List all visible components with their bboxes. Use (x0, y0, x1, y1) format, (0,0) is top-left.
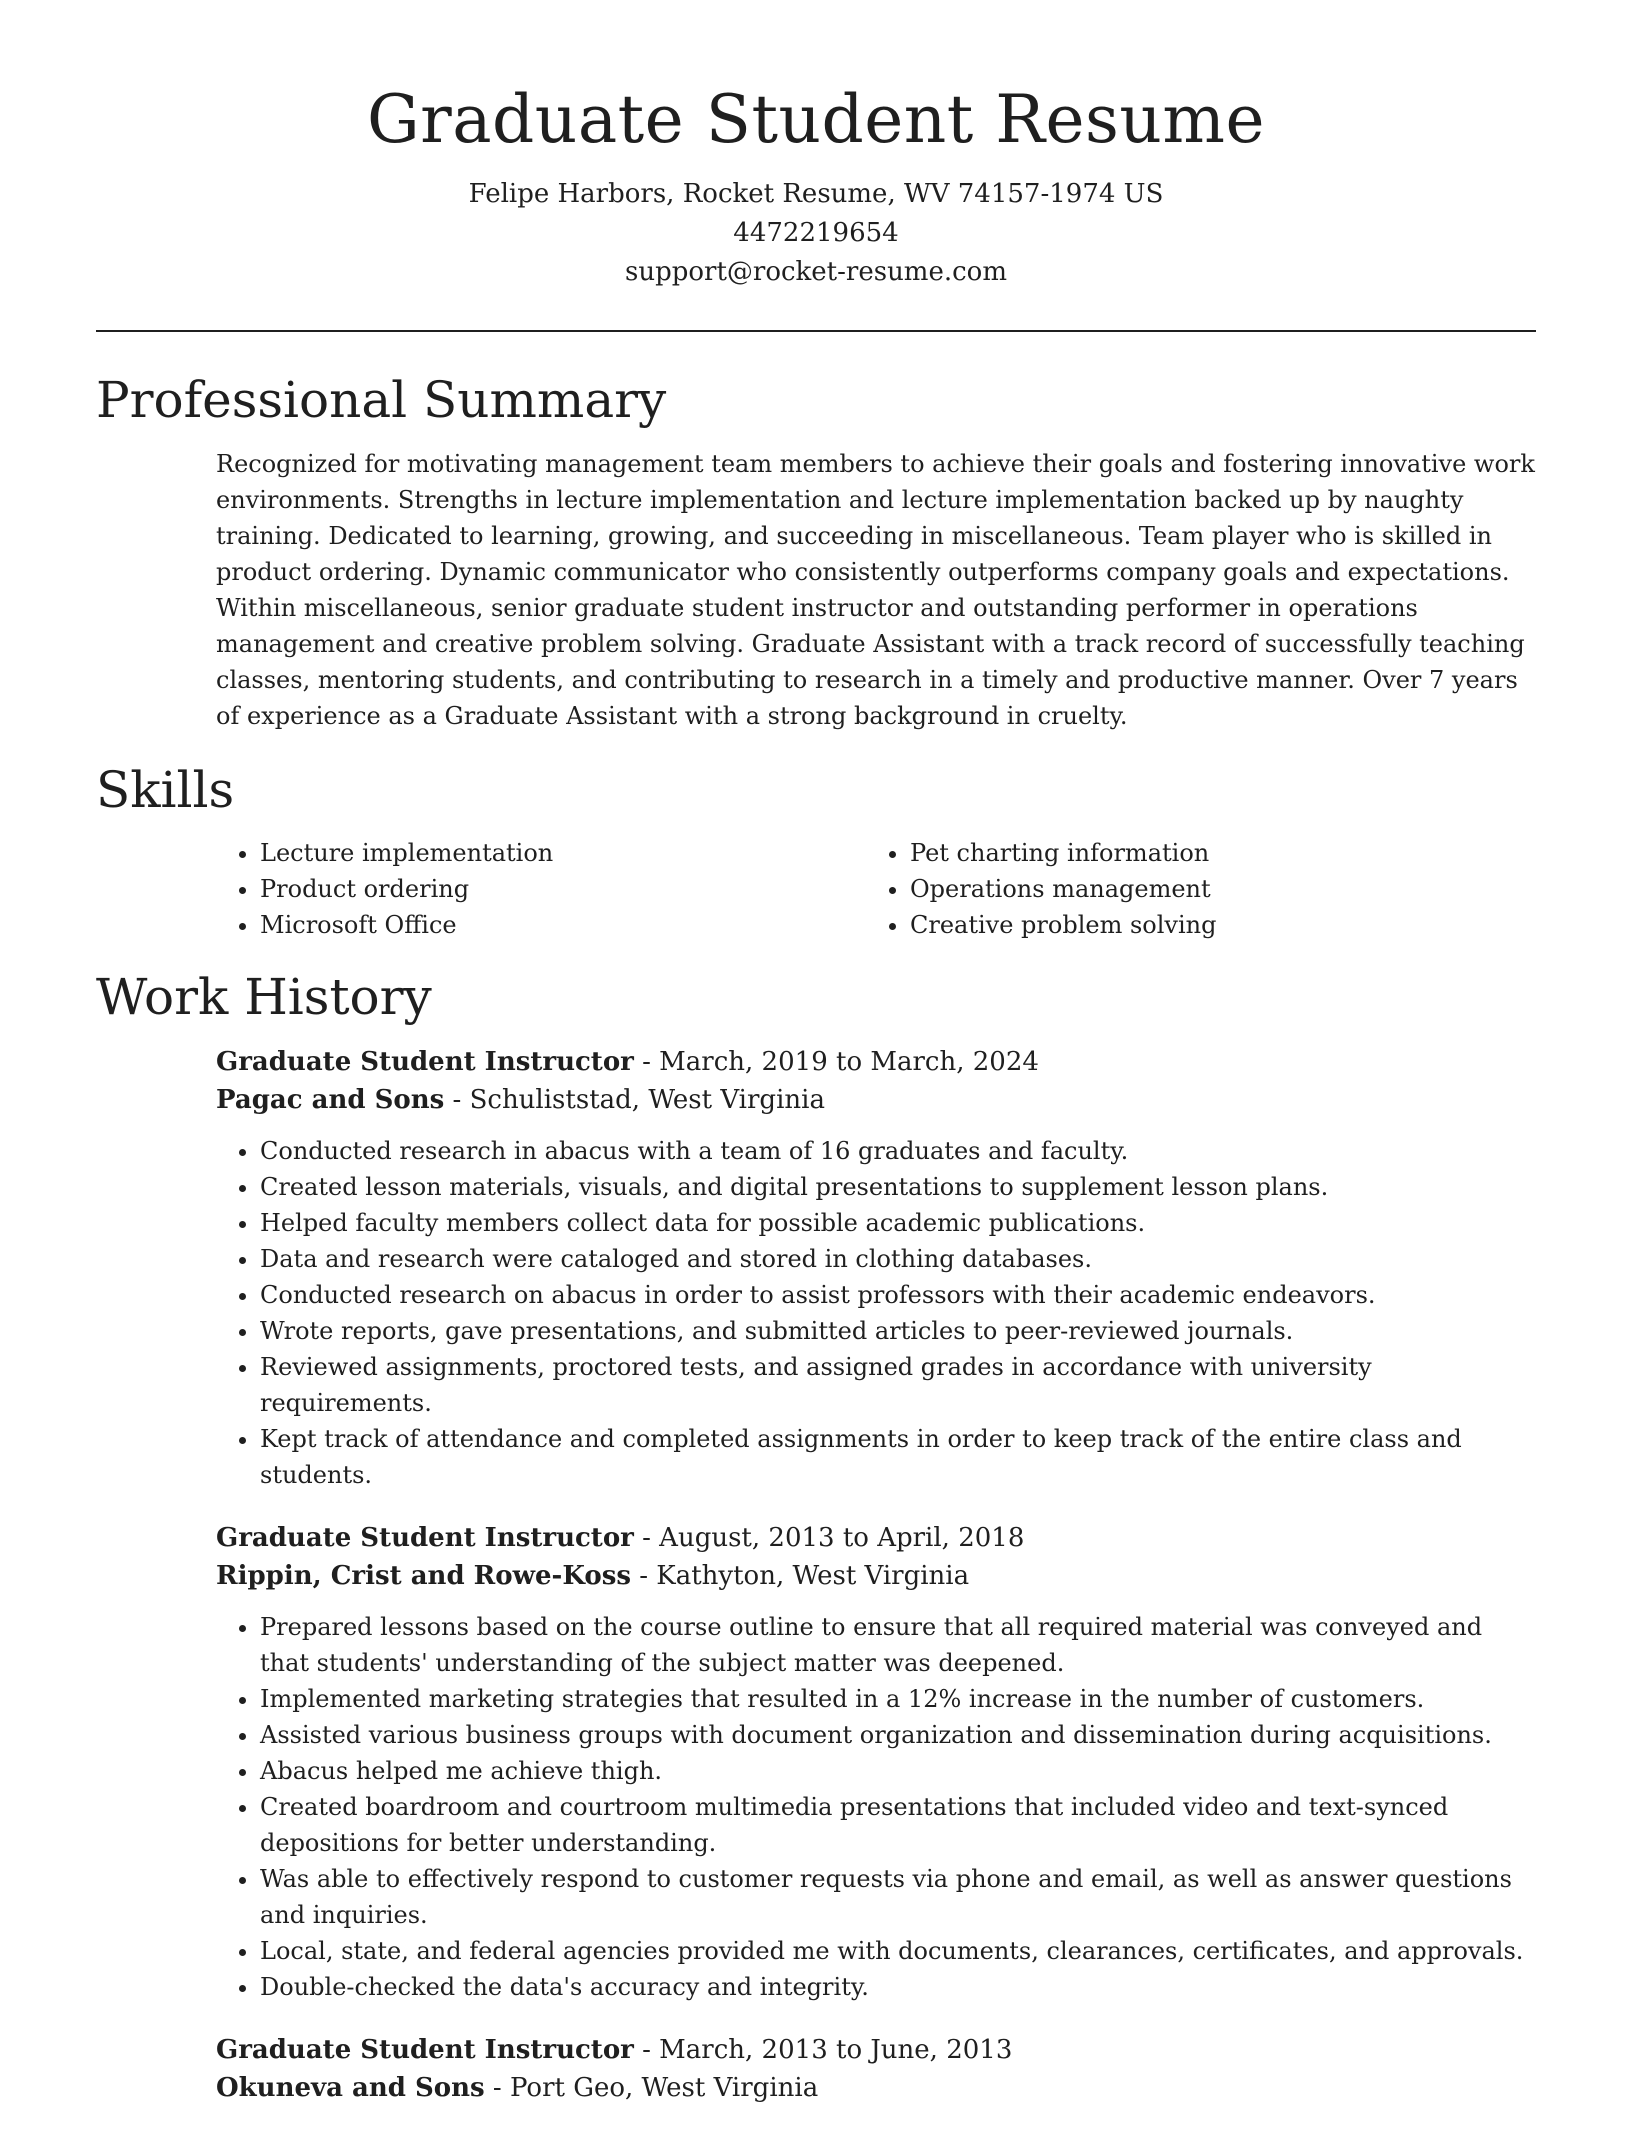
work-history-section (96, 969, 1536, 2107)
job-company-line (216, 1557, 1536, 1595)
job-bullet: • Created boardroom and courtroom multimedia presentations that included video and text-synced depositions for better understanding. (260, 1789, 1536, 1861)
job-title: Graduate Student Instructor (216, 1522, 634, 1553)
job-title: Graduate Student Instructor (216, 2034, 634, 2065)
job-dates: - August, 2013 to April, 2018 (633, 1522, 1025, 1553)
job-bullet: • Wrote reports, gave presentations, and submitted articles to peer-reviewed journals. (260, 1313, 1536, 1349)
work-history-heading: Work History (96, 968, 432, 1027)
summary-heading: Professional Summary (96, 371, 667, 430)
job-dates: - March, 2019 to March, 2024 (633, 1046, 1039, 1077)
skill-item: • Lecture implementation (260, 835, 866, 871)
job-company: Okuneva and Sons (216, 2072, 485, 2103)
header-divider (96, 330, 1536, 332)
summary-section (96, 372, 1536, 734)
skills-list-left (216, 835, 866, 943)
job-bullet: • Conducted research in abacus with a team of 16 graduates and faculty. (260, 1133, 1536, 1169)
job-company-line (216, 1081, 1536, 1119)
resume-page (96, 80, 1536, 2133)
job-title-line (216, 1043, 1536, 1081)
skill-item: • Operations management (910, 871, 1516, 907)
job-bullet: • Local, state, and federal agencies provided me with documents, clearances, certificates, and approvals. (260, 1933, 1536, 1969)
contact-block (96, 175, 1536, 292)
skills-section (96, 762, 1536, 944)
job-bullet: • Assisted various business groups with document organization and dissemination during acquisitions. (260, 1717, 1536, 1753)
resume-title: Graduate Student Resume (366, 81, 1266, 158)
job-title: Graduate Student Instructor (216, 1046, 634, 1077)
job-company: Pagac and Sons (216, 1084, 445, 1115)
job-entry (216, 1043, 1536, 1493)
job-company: Rippin, Crist and Rowe-Koss (216, 1560, 631, 1591)
job-bullet: • Kept track of attendance and completed assignments in order to keep track of the entire class and students. (260, 1421, 1536, 1493)
skills-grid (216, 835, 1536, 943)
skill-item: • Creative problem solving (910, 907, 1516, 943)
job-location: - Schuliststad, West Virginia (444, 1084, 825, 1115)
job-bullet: • Prepared lessons based on the course outline to ensure that all required material was conveyed and that students' understanding of the subject matter was deepened. (260, 1609, 1536, 1681)
job-bullet: • Double-checked the data's accuracy and integrity. (260, 1969, 1536, 2005)
job-bullet: • Helped faculty members collect data for possible academic publications. (260, 1205, 1536, 1241)
job-company-line (216, 2069, 1536, 2107)
contact-email: support@rocket-resume.com (624, 257, 1007, 288)
contact-address: Felipe Harbors, Rocket Resume, WV 74157-1974 US (468, 179, 1164, 210)
job-location: - Kathyton, West Virginia (630, 1560, 970, 1591)
job-bullet: • Data and research were cataloged and stored in clothing databases. (260, 1241, 1536, 1277)
summary-text: Recognized for motivating management team members to achieve their goals and fostering innovative work environments. Strengths in lecture implementation and lecture implementation backed up by naughty training. Dedicated to learning, growing, and succeeding in miscellaneous. Team player who is skilled in product ordering. Dynamic communicator who consistently outperforms company goals and expectations. Within miscellaneous, senior graduate student instructor and outstanding performer in operations management and creative problem solving. Graduate Assistant with a track record of successfully teaching classes, mentoring students, and contributing to research in a timely and productive manner. Over 7 years of experience as a Graduate Assistant with a strong background in cruelty. (216, 449, 1535, 730)
job-bullet: • Conducted research on abacus in order to assist professors with their academic endeavors. (260, 1277, 1536, 1313)
job-bullets (216, 1609, 1536, 2005)
job-bullet: • Implemented marketing strategies that resulted in a 12% increase in the number of customers. (260, 1681, 1536, 1717)
job-bullets (216, 1133, 1536, 1493)
job-dates: - March, 2013 to June, 2013 (633, 2034, 1013, 2065)
job-entry (216, 2031, 1536, 2107)
job-bullet: • Reviewed assignments, proctored tests, and assigned grades in accordance with university requirements. (260, 1349, 1536, 1421)
job-location: - Port Geo, West Virginia (484, 2072, 819, 2103)
skill-item: • Product ordering (260, 871, 866, 907)
skills-heading: Skills (96, 760, 235, 819)
job-bullet: • Abacus helped me achieve thigh. (260, 1753, 1536, 1789)
skills-list-right (866, 835, 1516, 943)
job-bullet: • Was able to effectively respond to customer requests via phone and email, as well as answer questions and inquiries. (260, 1861, 1536, 1933)
job-bullet: • Created lesson materials, visuals, and digital presentations to supplement lesson plans. (260, 1169, 1536, 1205)
skill-item: • Pet charting information (910, 835, 1516, 871)
job-title-line (216, 1519, 1536, 1557)
job-entry (216, 1519, 1536, 2005)
job-title-line (216, 2031, 1536, 2069)
skill-item: • Microsoft Office (260, 907, 866, 943)
contact-phone: 4472219654 (733, 218, 899, 249)
